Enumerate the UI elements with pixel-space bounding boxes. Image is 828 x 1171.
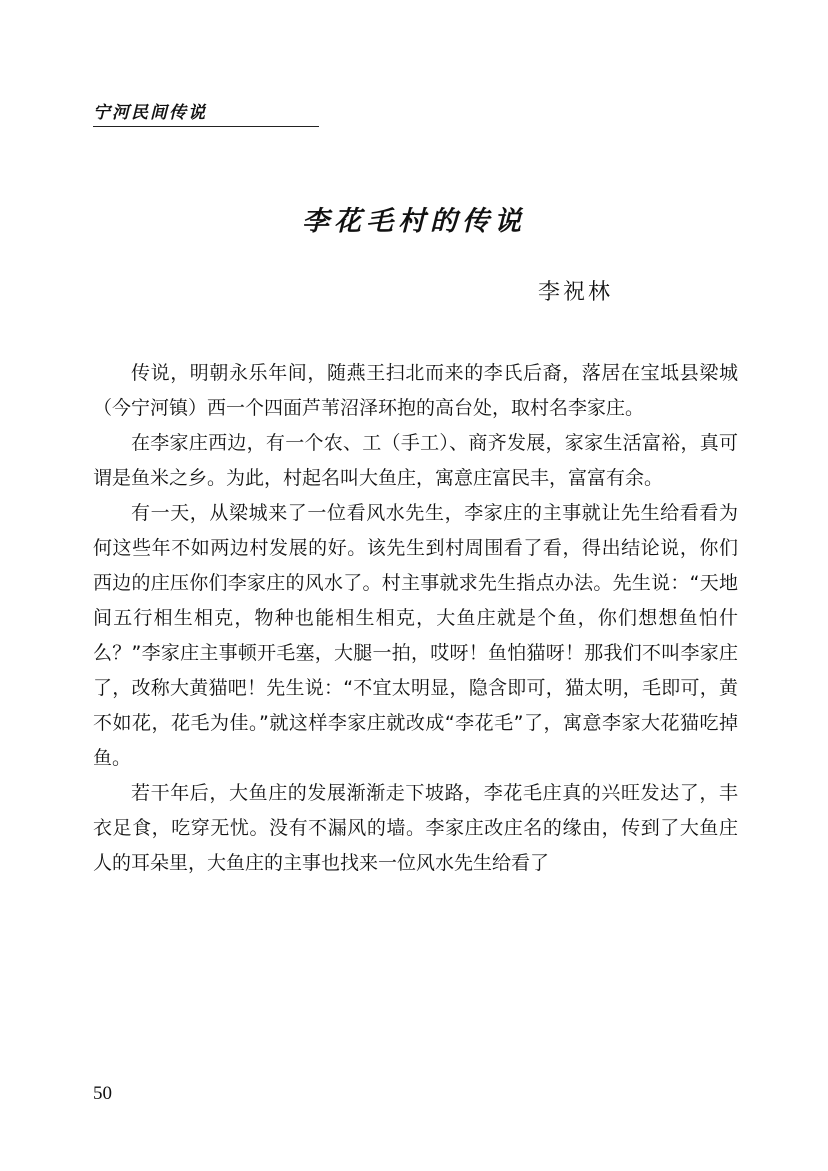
article-body: [93, 356, 738, 881]
article-title: 李花毛村的传说: [302, 206, 526, 237]
paragraph: 在李家庄西边，有一个农、工（手工）、商齐发展，家家生活富裕，真可谓是鱼米之乡。为此，村起名叫大鱼庄，寓意庄富民丰，富富有余。: [93, 432, 738, 489]
page-number: 50: [93, 1083, 112, 1104]
paragraph: 传说，明朝永乐年间，随燕王扫北而来的李氏后裔，落居在宝坻县梁城（今宁河镇）西一个四面芦苇沼泽环抱的高台处，取村名李家庄。: [93, 362, 738, 419]
article-author: 李祝林: [538, 280, 614, 305]
running-header-title: 宁河民间传说: [93, 103, 207, 123]
running-header: [93, 100, 319, 127]
paragraph: 有一天，从梁城来了一位看风水先生，李家庄的主事就让先生给看看为何这些年不如两边村发展的好。该先生到村周围看了看，得出结论说，你们西边的庄压你们李家庄的风水了。村主事就求先生指点办法。先生说：“天地间五行相生相克，物种也能相生相克，大鱼庄就是个鱼，你们想想鱼怕什么？”李家庄主事顿开毛塞，大腿一拍，哎呀！鱼怕猫呀！那我们不叫李家庄了，改称大黄猫吧！先生说：“不宜太明显，隐含即可，猫太明，毛即可，黄不如花，花毛为佳。”就这样李家庄就改成“李花毛”了，寓意李家大花猫吃掉鱼。: [93, 502, 738, 769]
paragraph: 若干年后，大鱼庄的发展渐渐走下坡路，李花毛庄真的兴旺发达了，丰衣足食，吃穿无忧。没有不漏风的墙。李家庄改庄名的缘由，传到了大鱼庄人的耳朵里，大鱼庄的主事也找来一位风水先生给看了: [93, 782, 738, 874]
